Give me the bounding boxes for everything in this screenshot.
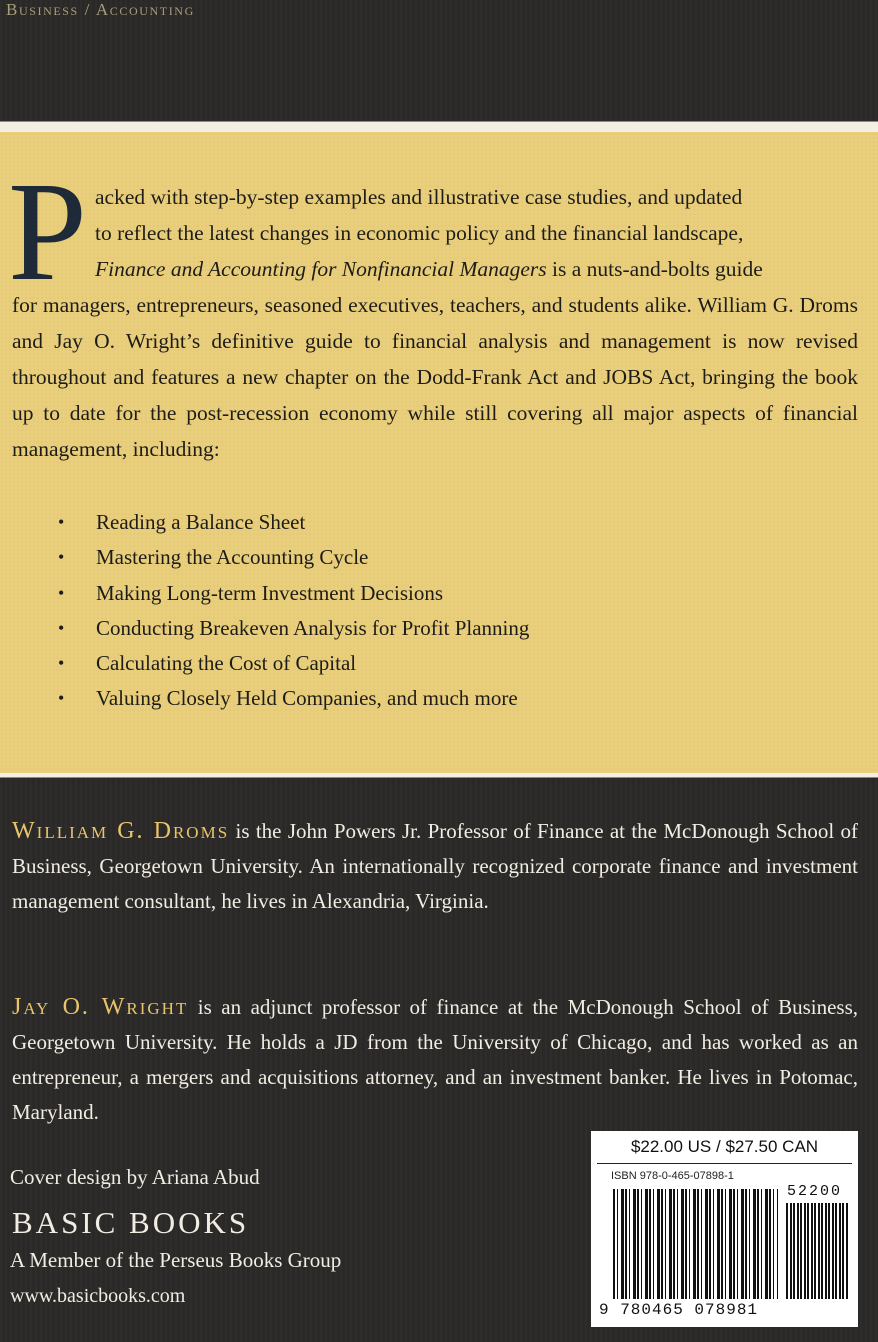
ean-number: 9 780465 078981 xyxy=(599,1301,759,1319)
book-description xyxy=(12,179,858,467)
ean-barcode-icon xyxy=(613,1189,778,1299)
drop-cap: P xyxy=(8,152,87,310)
publisher-group: A Member of the Perseus Books Group xyxy=(10,1248,342,1272)
cover-credit: Cover design by Ariana Abud xyxy=(10,1165,260,1189)
list-item: • Valuing Closely Held Companies, and much more xyxy=(58,682,529,717)
category-label: Business / Accounting xyxy=(6,0,195,19)
topic-list xyxy=(58,506,529,718)
author-name: Jay O. Wright xyxy=(12,994,189,1020)
list-item: • Making Long-term Investment Decisions xyxy=(58,577,529,612)
author-bio-text: is an adjunct professor of finance at the McDonough School of Business, Georgetown University. He holds a JD from the University of Chicago, and has worked as an entrepreneur, a mergers and acquisitions attorney, and an investment banker. He lives in Potomac, Maryland. xyxy=(12,995,858,1124)
author-bio-text: is the John Powers Jr. Professor of Finance at the McDonough School of Business, Georgetown University. An internationally recognized corporate finance and investment management consultant, he lives in Alexandria, Virginia. xyxy=(12,819,858,913)
bullet-icon: • xyxy=(58,688,65,709)
price-label: $22.00 US / $27.50 CAN xyxy=(630,1137,819,1156)
bullet-icon: • xyxy=(58,512,65,532)
description-line-3-rest: is a nuts-and-bolts guide xyxy=(546,257,763,281)
description-line-3 xyxy=(12,251,858,287)
isbn-label: ISBN 978-0-465-07898-1 xyxy=(611,1170,734,1182)
list-item: • Calculating the Cost of Capital xyxy=(58,647,529,682)
list-item: • Mastering the Accounting Cycle xyxy=(58,541,529,576)
bullet-icon: • xyxy=(58,653,65,674)
author-name: William G. Droms xyxy=(12,818,230,844)
barcode-box xyxy=(591,1131,858,1327)
description-body: for managers, entrepreneurs, seasoned executives, teachers, and students alike. William G. Droms and Jay O. Wright’s definitive guide to financial analysis and management is now revised throughout and features a new chapter on the Dodd-Frank Act and JOBS Act, bringing the book up to date for the post-recession economy while still covering all major aspects of financial management, including: xyxy=(12,293,858,461)
description-line-2: to reflect the latest changes in economic policy and the financial landscape, xyxy=(95,221,744,245)
description-line-1: acked with step-by-step examples and illustrative case studies, and updated xyxy=(95,185,743,209)
book-title: Finance and Accounting for Nonfinancial Managers xyxy=(95,257,547,281)
addon-number: 52200 xyxy=(787,1183,843,1200)
bullet-icon: • xyxy=(58,547,65,568)
publisher-name: BASIC BOOKS xyxy=(12,1205,250,1240)
bullet-icon: • xyxy=(58,617,65,638)
bottom-divider xyxy=(0,773,878,778)
list-item: • Conducting Breakeven Analysis for Profit Planning xyxy=(58,612,529,647)
publisher-website: www.basicbooks.com xyxy=(10,1285,186,1307)
list-item: • Reading a Balance Sheet xyxy=(58,506,529,541)
author-bio-droms xyxy=(12,814,858,919)
addon-barcode-icon xyxy=(786,1203,848,1299)
price-divider xyxy=(597,1163,852,1164)
bullet-icon: • xyxy=(58,582,65,603)
author-bio-wright xyxy=(12,990,858,1130)
